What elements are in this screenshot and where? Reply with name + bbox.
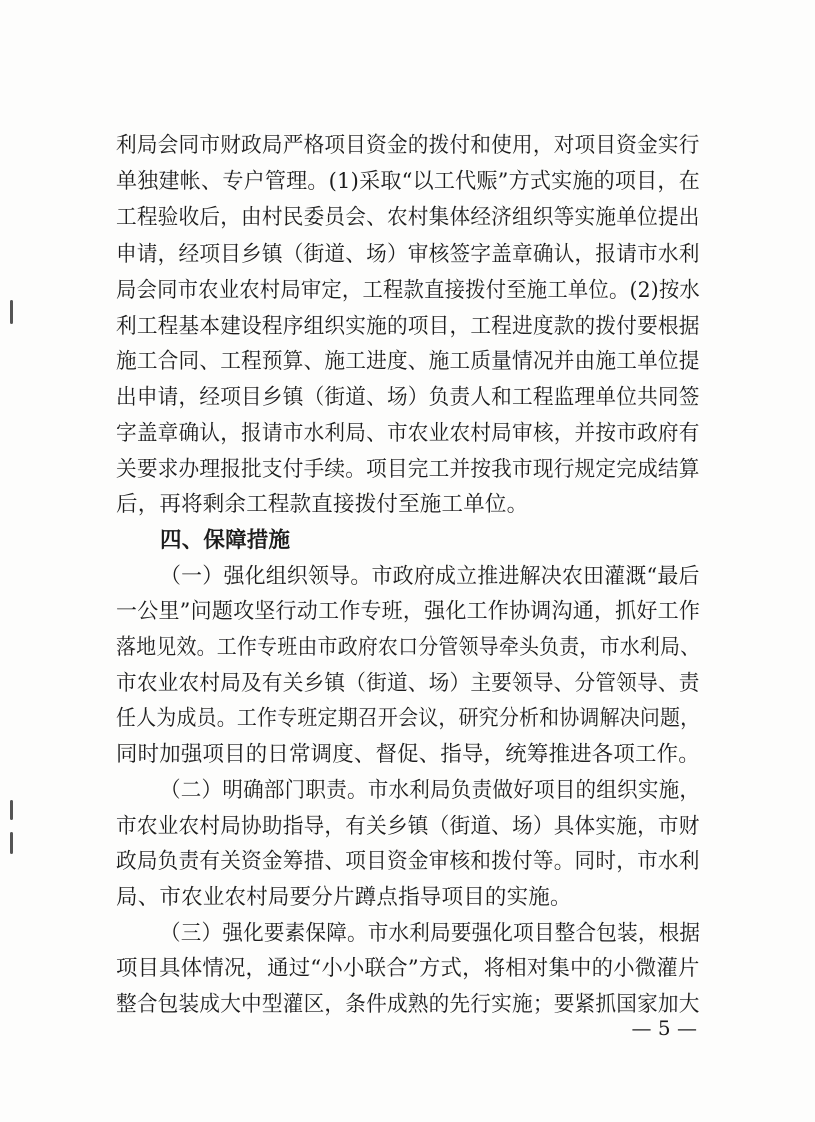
binding-mark — [10, 300, 13, 324]
body-line: （一）强化组织领导。市政府成立推进解决农田灌溉“最后 — [160, 564, 700, 589]
body-line: 单独建帐、专户管理。(1)采取“以工代赈”方式实施的项目，在 — [116, 169, 700, 194]
body-line: 施工合同、工程预算、施工进度、施工质量情况并由施工单位提 — [116, 349, 700, 374]
body-line: （二）明确部门职责。市水利局负责做好项目的组织实施， — [160, 778, 701, 803]
body-line: 出申请，经项目乡镇（街道、场）负责人和工程监理单位共同签 — [116, 385, 700, 410]
body-line: 市农业农村局及有关乡镇（街道、场）主要领导、分管领导、责 — [116, 671, 700, 696]
body-line: 关要求办理报批支付手续。项目完工并按我市现行规定完成结算 — [116, 457, 700, 482]
binding-mark — [10, 800, 13, 820]
section-heading: 四、保障措施 — [160, 528, 291, 553]
body-line: 工程验收后，由村民委员会、农村集体经济组织等实施单位提出 — [116, 205, 700, 230]
body-line: 申请，经项目乡镇（街道、场）审核签字盖章确认，报请市水利 — [116, 242, 700, 267]
body-line: （三）强化要素保障。市水利局要强化项目整合包装，根据 — [160, 921, 701, 946]
body-line: 后，再将剩余工程款直接拨付至施工单位。 — [116, 492, 529, 517]
body-line: 利局会同市财政局严格项目资金的拨付和使用，对项目资金实行 — [116, 133, 700, 158]
body-line: 项目具体情况，通过“小小联合”方式，将相对集中的小微灌片 — [116, 956, 700, 981]
binding-mark — [10, 832, 13, 854]
body-line: 局、市农业农村局要分片蹲点指导项目的实施。 — [116, 885, 572, 910]
body-line: 同时加强项目的日常调度、督促、指导，统筹推进各项工作。 — [116, 742, 700, 767]
body-line: 政局负责有关资金筹措、项目资金审核和拨付等。同时，市水利 — [116, 849, 700, 874]
page-number: — 5 — — [631, 1016, 697, 1040]
body-line: 局会同市农业农村局审定，工程款直接拨付至施工单位。(2)按水 — [116, 278, 700, 303]
body-line: 市农业农村局协助指导，有关乡镇（街道、场）具体实施，市财 — [116, 814, 700, 839]
body-line: 字盖章确认，报请市水利局、市农业农村局审核，并按市政府有 — [116, 421, 700, 446]
body-line: 任人为成员。工作专班定期召开会议，研究分析和协调解决问题， — [116, 706, 701, 731]
body-line: 落地见效。工作专班由市政府农口分管领导牵头负责，市水利局、 — [116, 635, 701, 660]
body-line: 整合包装成大中型灌区，条件成熟的先行实施；要紧抓国家加大 — [116, 992, 700, 1017]
body-line: 一公里”问题攻坚行动工作专班，强化工作协调沟通，抓好工作 — [116, 599, 701, 624]
body-line: 利工程基本建设程序组织实施的项目，工程进度款的拨付要根据 — [116, 314, 700, 339]
